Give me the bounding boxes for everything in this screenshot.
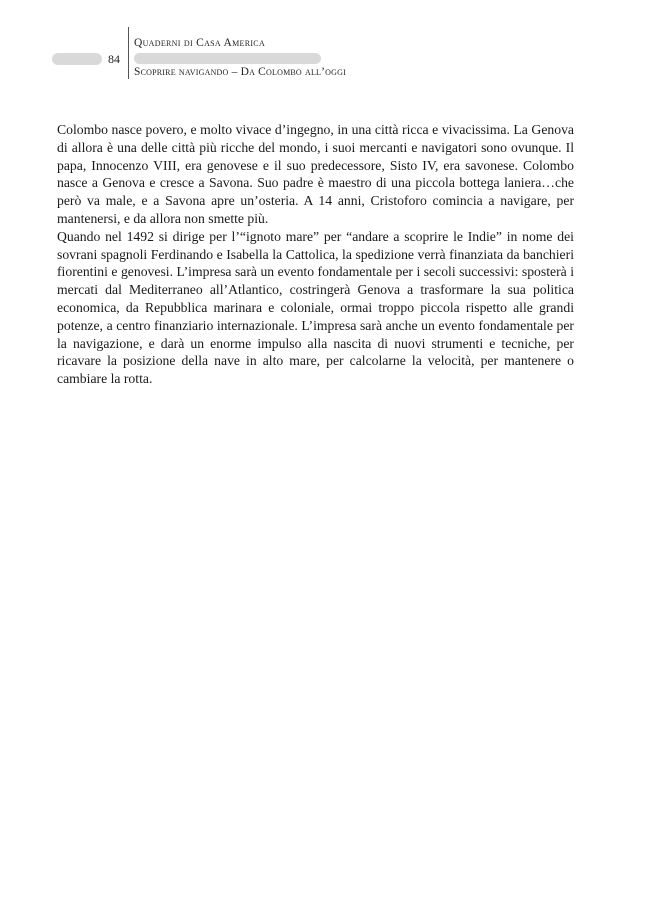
paragraph-2: Quando nel 1492 si dirige per l’“ignoto mare” per “andare a scoprire le Indie” in nome dei sovrani spagnoli Ferdinando e Isabella la Cattolica, la spedizione verrà finanziata da banchieri fiorentini e genovesi. L’impresa sarà un evento fondamentale per i secoli successivi: sposterà i mercati dal Mediterraneo all’Atlantico, costringerà Genova a trasformare la sua politica economica, da Repubblica marinara e coloniale, ormai troppo piccola rispetto alle grandi potenze, a centro finanziario internazionale. L’impresa sarà anche un evento fondamentale per la navigazione, e darà un enorme impulso alla nascita di nuovi strumenti e tecniche, per ricavare la posizione della nave in alto mare, per calcolarne la velocità, per mantenere o cambiare la rotta.: [57, 228, 574, 387]
series-title: Quaderni di Casa America: [134, 37, 266, 49]
volume-title: Scoprire navigando – Da Colombo all’oggi: [134, 66, 346, 78]
header-gray-bar-left: [52, 53, 102, 65]
body-text: [57, 121, 574, 388]
page-number: 84: [108, 52, 120, 66]
paragraph-1: Colombo nasce povero, e molto vivace d’ingegno, in una città ricca e vivacissima. La Genova di allora è una delle città più ricche del mondo, i suoi mercanti e navigatori sono ovunque. Il papa, Innocenzo VIII, era genovese e il suo predecessore, Sisto IV, era savonese. Colombo nasce a Genova e cresce a Savona. Suo padre è maestro di una piccola bottega laniera…che però va male, e a Savona apre un’osteria. A 14 anni, Cristoforo comincia a navigare, per mantenersi, e da allora non smette più.: [57, 122, 574, 226]
header-gray-bar-middle: [134, 53, 321, 64]
header-vertical-rule: [128, 27, 129, 79]
